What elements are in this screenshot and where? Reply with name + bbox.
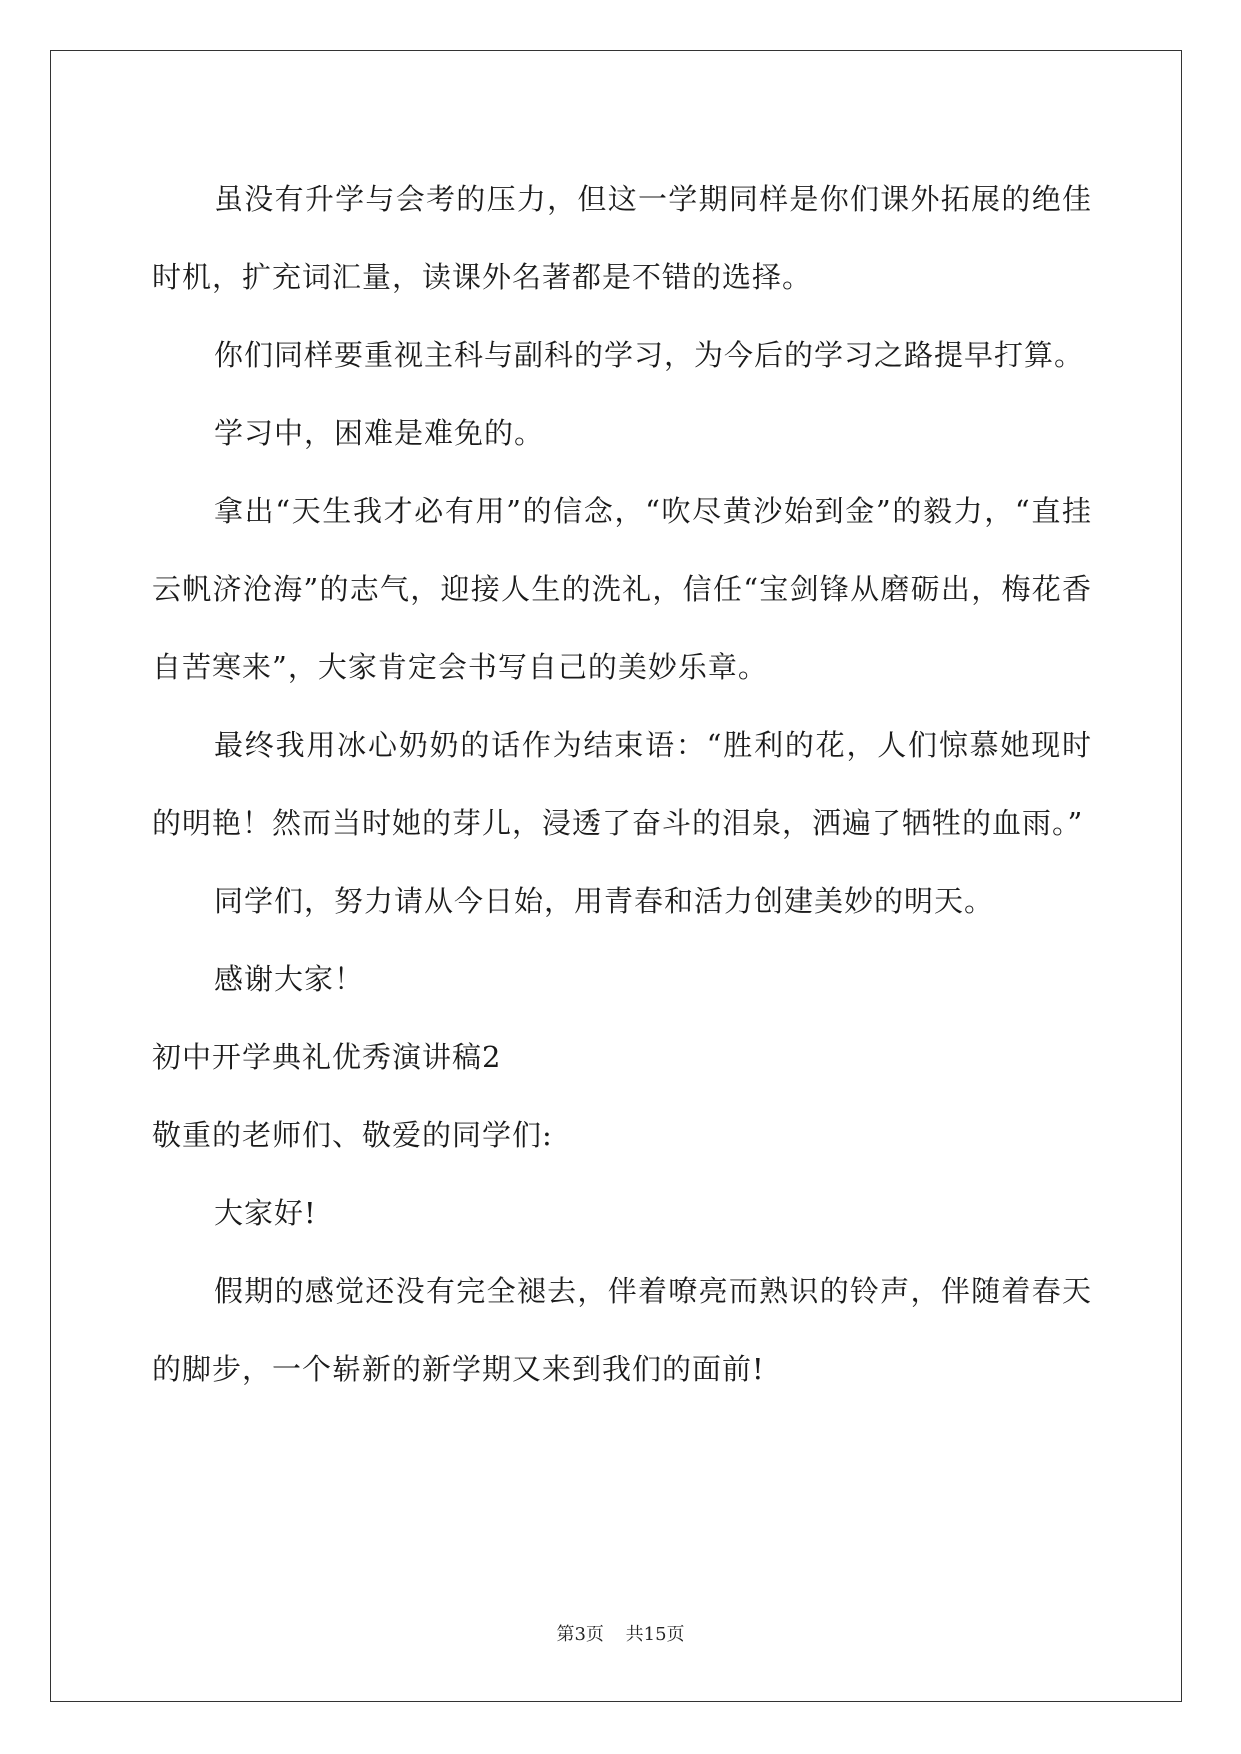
- paragraph: 感谢大家！: [214, 962, 365, 996]
- document-body: [152, 160, 1092, 1408]
- page-footer: [0, 1620, 1241, 1646]
- paragraph: 同学们，努力请从今日始，用青春和活力创建美妙的明天。: [214, 884, 995, 918]
- paragraph: 你们同样要重视主科与副科的学习，为今后的学习之路提早打算。: [214, 338, 1085, 372]
- paragraph: 拿出“天生我才必有用”的信念，“吹尽黄沙始到金”的毅力，“直挂云帆济沧海”的志气，迎接人生的洗礼，信任“宝剑锋从磨砺出，梅花香自苦寒来”，大家肯定会书写自己的美妙乐章。: [152, 494, 1092, 684]
- page-number: 第3页: [556, 1624, 604, 1645]
- paragraph: 虽没有升学与会考的压力，但这一学期同样是你们课外拓展的绝佳时机，扩充词汇量，读课外名著都是不错的选择。: [152, 182, 1092, 294]
- salutation: 敬重的老师们、敬爱的同学们:: [152, 1118, 553, 1152]
- paragraph: 最终我用冰心奶奶的话作为结束语：“胜利的花，人们惊慕她现时的明艳！然而当时她的芽儿，浸透了奋斗的泪泉，洒遍了牺牲的血雨。”: [152, 728, 1092, 840]
- paragraph: 假期的感觉还没有完全褪去，伴着嘹亮而熟识的铃声，伴随着春天的脚步，一个崭新的新学期又来到我们的面前!: [152, 1274, 1092, 1386]
- paragraph: 学习中，困难是难免的。: [214, 416, 545, 450]
- page-total: 共15页: [625, 1624, 685, 1645]
- greeting: 大家好!: [214, 1196, 317, 1230]
- section-heading: 初中开学典礼优秀演讲稿2: [152, 1040, 502, 1074]
